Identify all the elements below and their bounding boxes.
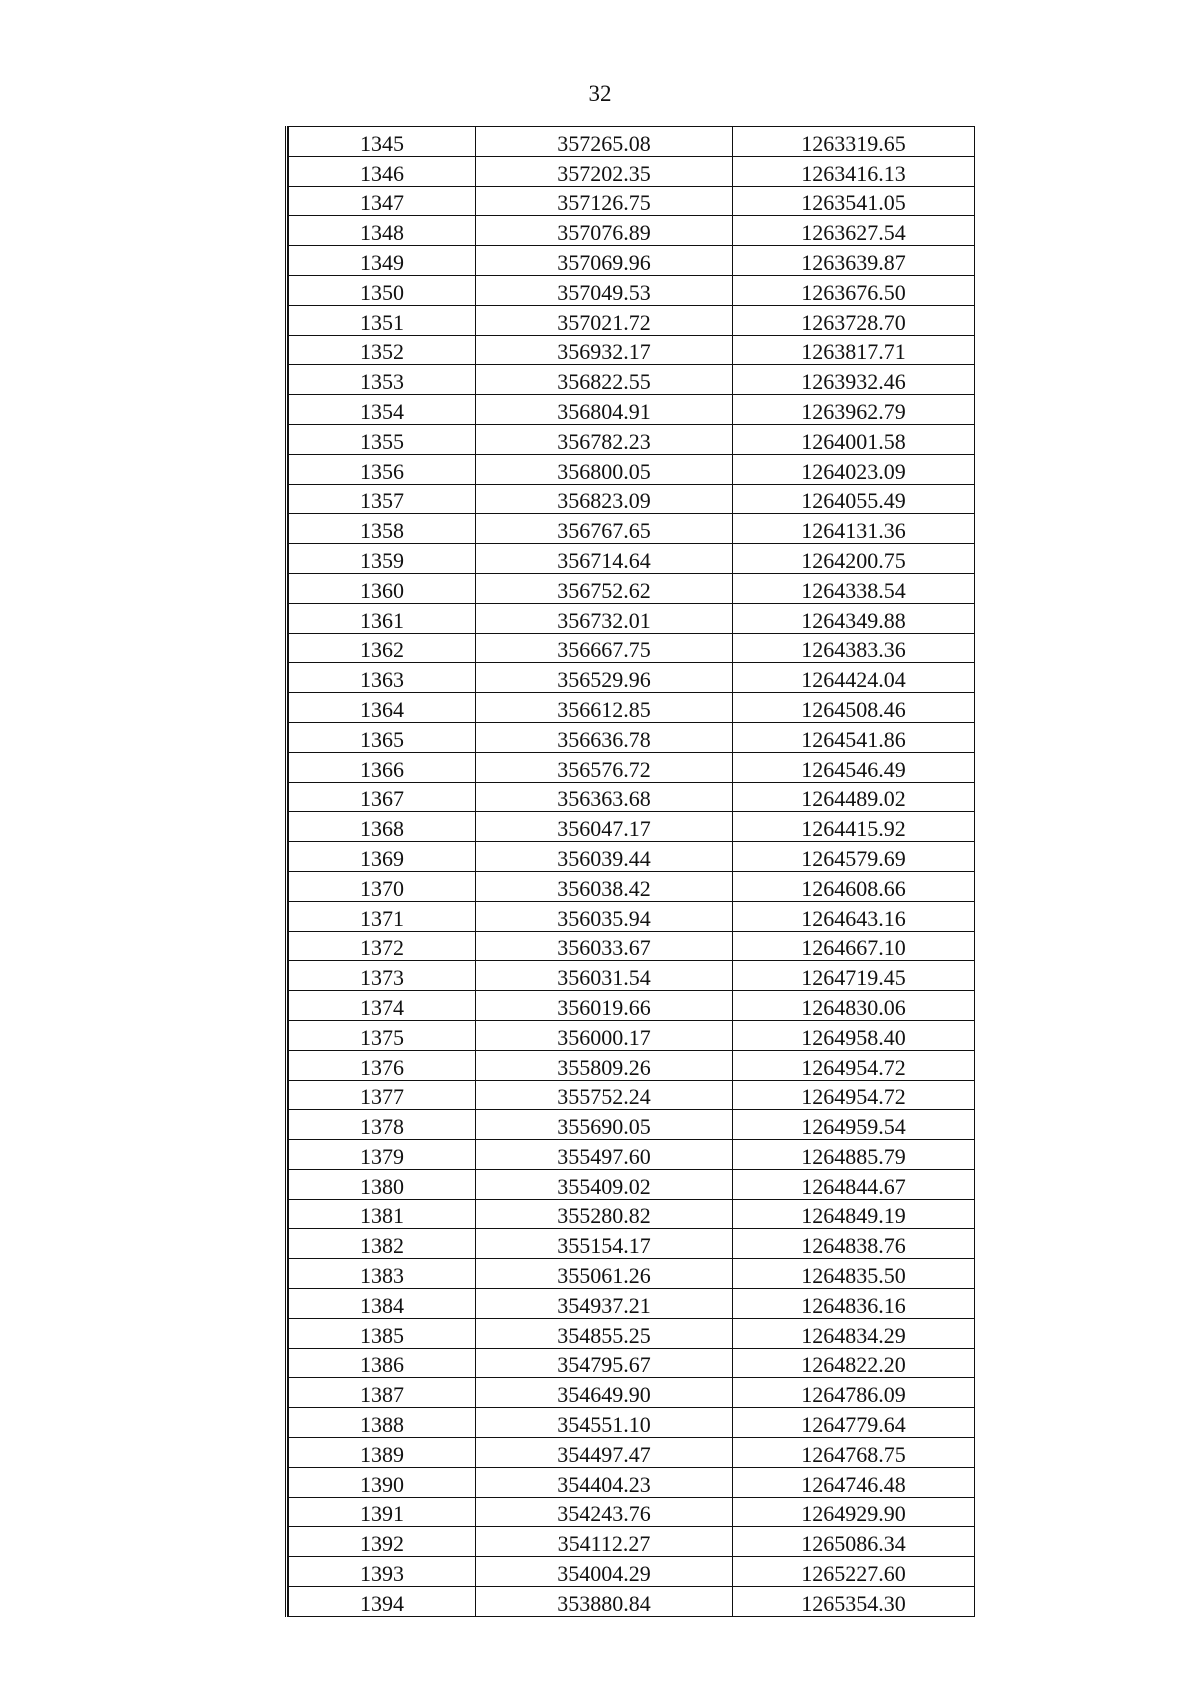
point-number-cell: 1367 (289, 782, 476, 812)
table-row (289, 693, 975, 723)
x-coordinate-cell: 356752.62 (476, 573, 733, 603)
table-row (289, 1169, 975, 1199)
table-row (289, 663, 975, 693)
y-coordinate-cell: 1264415.92 (733, 812, 975, 842)
table-row (289, 1587, 975, 1617)
y-coordinate-cell: 1263627.54 (733, 216, 975, 246)
y-coordinate-cell: 1263639.87 (733, 246, 975, 276)
y-coordinate-cell: 1264844.67 (733, 1169, 975, 1199)
point-number-cell: 1378 (289, 1110, 476, 1140)
point-number-cell: 1372 (289, 931, 476, 961)
x-coordinate-cell: 357076.89 (476, 216, 733, 246)
y-coordinate-cell: 1264546.49 (733, 752, 975, 782)
y-coordinate-cell: 1263319.65 (733, 127, 975, 157)
point-number-cell: 1371 (289, 901, 476, 931)
point-number-cell: 1376 (289, 1050, 476, 1080)
y-coordinate-cell: 1264786.09 (733, 1378, 975, 1408)
x-coordinate-cell: 355752.24 (476, 1080, 733, 1110)
table-row (289, 1408, 975, 1438)
y-coordinate-cell: 1264929.90 (733, 1497, 975, 1527)
y-coordinate-cell: 1264541.86 (733, 722, 975, 752)
table-row (289, 514, 975, 544)
y-coordinate-cell: 1264958.40 (733, 1020, 975, 1050)
table-row (289, 424, 975, 454)
point-number-cell: 1359 (289, 544, 476, 574)
point-number-cell: 1393 (289, 1557, 476, 1587)
x-coordinate-cell: 357049.53 (476, 275, 733, 305)
x-coordinate-cell: 356612.85 (476, 693, 733, 723)
point-number-cell: 1358 (289, 514, 476, 544)
point-number-cell: 1391 (289, 1497, 476, 1527)
table-row (289, 275, 975, 305)
y-coordinate-cell: 1263962.79 (733, 395, 975, 425)
table-row (289, 156, 975, 186)
x-coordinate-cell: 356714.64 (476, 544, 733, 574)
x-coordinate-cell: 356000.17 (476, 1020, 733, 1050)
table-row (289, 1557, 975, 1587)
point-number-cell: 1389 (289, 1438, 476, 1468)
point-number-cell: 1346 (289, 156, 476, 186)
x-coordinate-cell: 356822.55 (476, 365, 733, 395)
y-coordinate-cell: 1265354.30 (733, 1587, 975, 1617)
table-row (289, 1199, 975, 1229)
point-number-cell: 1380 (289, 1169, 476, 1199)
table-row (289, 991, 975, 1021)
table-row (289, 1378, 975, 1408)
y-coordinate-cell: 1263817.71 (733, 335, 975, 365)
x-coordinate-cell: 356767.65 (476, 514, 733, 544)
x-coordinate-cell: 354795.67 (476, 1348, 733, 1378)
point-number-cell: 1357 (289, 484, 476, 514)
table-row (289, 305, 975, 335)
point-number-cell: 1384 (289, 1289, 476, 1319)
y-coordinate-cell: 1263541.05 (733, 186, 975, 216)
table-row (289, 633, 975, 663)
y-coordinate-cell: 1263676.50 (733, 275, 975, 305)
table-row (289, 1110, 975, 1140)
x-coordinate-cell: 356932.17 (476, 335, 733, 365)
x-coordinate-cell: 354243.76 (476, 1497, 733, 1527)
y-coordinate-cell: 1264200.75 (733, 544, 975, 574)
table-row (289, 1467, 975, 1497)
point-number-cell: 1356 (289, 454, 476, 484)
x-coordinate-cell: 355280.82 (476, 1199, 733, 1229)
table-row (289, 1229, 975, 1259)
table-row (289, 901, 975, 931)
x-coordinate-cell: 356576.72 (476, 752, 733, 782)
point-number-cell: 1379 (289, 1140, 476, 1170)
table-row (289, 1080, 975, 1110)
point-number-cell: 1377 (289, 1080, 476, 1110)
x-coordinate-cell: 357126.75 (476, 186, 733, 216)
table-row (289, 127, 975, 157)
table-row (289, 1140, 975, 1170)
point-number-cell: 1381 (289, 1199, 476, 1229)
y-coordinate-cell: 1264424.04 (733, 663, 975, 693)
y-coordinate-cell: 1264954.72 (733, 1080, 975, 1110)
y-coordinate-cell: 1264719.45 (733, 961, 975, 991)
x-coordinate-cell: 355690.05 (476, 1110, 733, 1140)
table-row (289, 186, 975, 216)
x-coordinate-cell: 354649.90 (476, 1378, 733, 1408)
point-number-cell: 1374 (289, 991, 476, 1021)
point-number-cell: 1369 (289, 842, 476, 872)
x-coordinate-cell: 357202.35 (476, 156, 733, 186)
coordinates-table-wrapper (285, 126, 977, 1617)
point-number-cell: 1365 (289, 722, 476, 752)
point-number-cell: 1382 (289, 1229, 476, 1259)
table-row (289, 335, 975, 365)
x-coordinate-cell: 356035.94 (476, 901, 733, 931)
point-number-cell: 1361 (289, 603, 476, 633)
point-number-cell: 1370 (289, 871, 476, 901)
x-coordinate-cell: 356038.42 (476, 871, 733, 901)
x-coordinate-cell: 354404.23 (476, 1467, 733, 1497)
y-coordinate-cell: 1264579.69 (733, 842, 975, 872)
point-number-cell: 1392 (289, 1527, 476, 1557)
point-number-cell: 1364 (289, 693, 476, 723)
y-coordinate-cell: 1264383.36 (733, 633, 975, 663)
x-coordinate-cell: 354937.21 (476, 1289, 733, 1319)
x-coordinate-cell: 356782.23 (476, 424, 733, 454)
y-coordinate-cell: 1264954.72 (733, 1050, 975, 1080)
point-number-cell: 1345 (289, 127, 476, 157)
table-row (289, 782, 975, 812)
table-row (289, 931, 975, 961)
y-coordinate-cell: 1264746.48 (733, 1467, 975, 1497)
x-coordinate-cell: 354551.10 (476, 1408, 733, 1438)
x-coordinate-cell: 356019.66 (476, 991, 733, 1021)
coordinates-table (288, 126, 975, 1617)
point-number-cell: 1355 (289, 424, 476, 454)
table-row (289, 395, 975, 425)
y-coordinate-cell: 1264667.10 (733, 931, 975, 961)
table-row (289, 544, 975, 574)
y-coordinate-cell: 1264768.75 (733, 1438, 975, 1468)
y-coordinate-cell: 1264838.76 (733, 1229, 975, 1259)
x-coordinate-cell: 356033.67 (476, 931, 733, 961)
point-number-cell: 1353 (289, 365, 476, 395)
y-coordinate-cell: 1265227.60 (733, 1557, 975, 1587)
table-row (289, 246, 975, 276)
x-coordinate-cell: 356636.78 (476, 722, 733, 752)
y-coordinate-cell: 1265086.34 (733, 1527, 975, 1557)
table-row (289, 722, 975, 752)
table-row (289, 1289, 975, 1319)
x-coordinate-cell: 356732.01 (476, 603, 733, 633)
y-coordinate-cell: 1264836.16 (733, 1289, 975, 1319)
point-number-cell: 1360 (289, 573, 476, 603)
y-coordinate-cell: 1264849.19 (733, 1199, 975, 1229)
point-number-cell: 1394 (289, 1587, 476, 1617)
x-coordinate-cell: 356529.96 (476, 663, 733, 693)
x-coordinate-cell: 356031.54 (476, 961, 733, 991)
table-row (289, 484, 975, 514)
y-coordinate-cell: 1264643.16 (733, 901, 975, 931)
table-row (289, 1050, 975, 1080)
point-number-cell: 1354 (289, 395, 476, 425)
y-coordinate-cell: 1264349.88 (733, 603, 975, 633)
x-coordinate-cell: 354855.25 (476, 1318, 733, 1348)
table-row (289, 1020, 975, 1050)
point-number-cell: 1347 (289, 186, 476, 216)
point-number-cell: 1387 (289, 1378, 476, 1408)
point-number-cell: 1352 (289, 335, 476, 365)
table-row (289, 573, 975, 603)
x-coordinate-cell: 355809.26 (476, 1050, 733, 1080)
point-number-cell: 1351 (289, 305, 476, 335)
x-coordinate-cell: 355409.02 (476, 1169, 733, 1199)
point-number-cell: 1386 (289, 1348, 476, 1378)
point-number-cell: 1362 (289, 633, 476, 663)
table-row (289, 454, 975, 484)
point-number-cell: 1390 (289, 1467, 476, 1497)
x-coordinate-cell: 356800.05 (476, 454, 733, 484)
table-row (289, 1259, 975, 1289)
point-number-cell: 1385 (289, 1318, 476, 1348)
table-row (289, 961, 975, 991)
x-coordinate-cell: 356804.91 (476, 395, 733, 425)
point-number-cell: 1348 (289, 216, 476, 246)
x-coordinate-cell: 354112.27 (476, 1527, 733, 1557)
x-coordinate-cell: 356363.68 (476, 782, 733, 812)
table-row (289, 812, 975, 842)
x-coordinate-cell: 354004.29 (476, 1557, 733, 1587)
table-row (289, 1438, 975, 1468)
table-row (289, 1527, 975, 1557)
coordinates-table-body (289, 127, 975, 1617)
y-coordinate-cell: 1264608.66 (733, 871, 975, 901)
table-row (289, 842, 975, 872)
y-coordinate-cell: 1264001.58 (733, 424, 975, 454)
y-coordinate-cell: 1264508.46 (733, 693, 975, 723)
table-row (289, 603, 975, 633)
point-number-cell: 1383 (289, 1259, 476, 1289)
table-row (289, 1318, 975, 1348)
y-coordinate-cell: 1264131.36 (733, 514, 975, 544)
point-number-cell: 1366 (289, 752, 476, 782)
y-coordinate-cell: 1264779.64 (733, 1408, 975, 1438)
y-coordinate-cell: 1263416.13 (733, 156, 975, 186)
y-coordinate-cell: 1264830.06 (733, 991, 975, 1021)
table-row (289, 1497, 975, 1527)
x-coordinate-cell: 357265.08 (476, 127, 733, 157)
table-row (289, 365, 975, 395)
x-coordinate-cell: 357021.72 (476, 305, 733, 335)
table-row (289, 871, 975, 901)
table-row (289, 752, 975, 782)
page-number: 32 (588, 81, 612, 106)
x-coordinate-cell: 356823.09 (476, 484, 733, 514)
table-row (289, 216, 975, 246)
x-coordinate-cell: 355154.17 (476, 1229, 733, 1259)
y-coordinate-cell: 1264338.54 (733, 573, 975, 603)
x-coordinate-cell: 354497.47 (476, 1438, 733, 1468)
x-coordinate-cell: 356039.44 (476, 842, 733, 872)
point-number-cell: 1375 (289, 1020, 476, 1050)
point-number-cell: 1350 (289, 275, 476, 305)
point-number-cell: 1373 (289, 961, 476, 991)
y-coordinate-cell: 1264835.50 (733, 1259, 975, 1289)
table-row (289, 1348, 975, 1378)
point-number-cell: 1368 (289, 812, 476, 842)
y-coordinate-cell: 1263932.46 (733, 365, 975, 395)
y-coordinate-cell: 1264489.02 (733, 782, 975, 812)
point-number-cell: 1349 (289, 246, 476, 276)
y-coordinate-cell: 1264834.29 (733, 1318, 975, 1348)
x-coordinate-cell: 356047.17 (476, 812, 733, 842)
y-coordinate-cell: 1264055.49 (733, 484, 975, 514)
y-coordinate-cell: 1264885.79 (733, 1140, 975, 1170)
x-coordinate-cell: 357069.96 (476, 246, 733, 276)
y-coordinate-cell: 1263728.70 (733, 305, 975, 335)
x-coordinate-cell: 356667.75 (476, 633, 733, 663)
x-coordinate-cell: 355497.60 (476, 1140, 733, 1170)
y-coordinate-cell: 1264959.54 (733, 1110, 975, 1140)
y-coordinate-cell: 1264023.09 (733, 454, 975, 484)
x-coordinate-cell: 353880.84 (476, 1587, 733, 1617)
y-coordinate-cell: 1264822.20 (733, 1348, 975, 1378)
point-number-cell: 1363 (289, 663, 476, 693)
point-number-cell: 1388 (289, 1408, 476, 1438)
x-coordinate-cell: 355061.26 (476, 1259, 733, 1289)
